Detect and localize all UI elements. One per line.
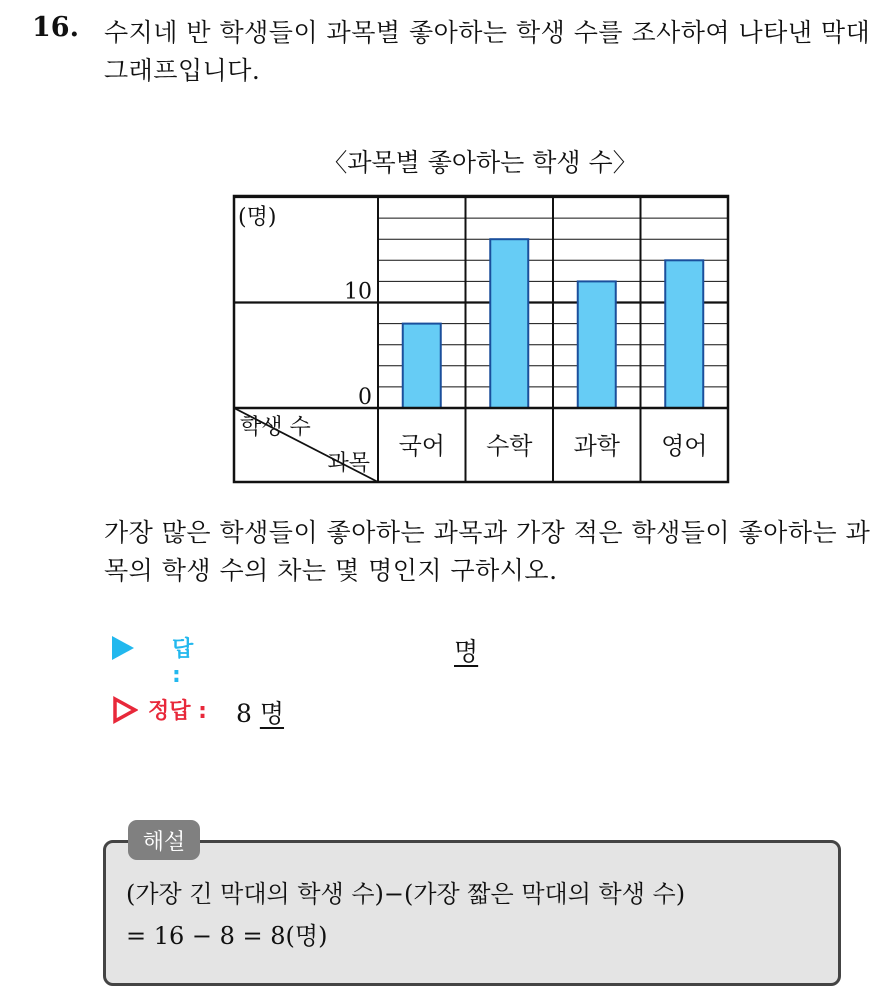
outline-arrow-icon: [112, 696, 138, 724]
bar-4: [665, 260, 703, 408]
question-prompt: 가장 많은 학생들이 좋아하는 과목과 가장 적은 학생들이 좋아하는 과목의 학생 수의 차는 몇 명인지 구하시오.: [104, 518, 871, 585]
y-tick-label: 10: [344, 279, 372, 305]
answer-label: 답 :: [172, 637, 194, 688]
header-bottom-label: 과목: [327, 451, 370, 476]
bar-3: [578, 281, 616, 408]
correct-label: 정답 :: [148, 699, 207, 724]
play-arrow-icon: [112, 636, 134, 660]
question-number: 16.: [32, 12, 79, 43]
question-text: 수지네 반 학생들이 과목별 좋아하는 학생 수를 조사하여 나타낸 막대그래프입니다.: [104, 18, 871, 85]
correct-value: [236, 694, 284, 730]
answer-unit[interactable]: 명: [454, 637, 479, 666]
y-tick-label: 0: [358, 385, 372, 410]
solution-tag: 해설: [128, 820, 200, 860]
bar-2: [490, 239, 528, 408]
y-axis-unit-label: (명): [238, 205, 277, 230]
correct-number: 8: [236, 699, 252, 728]
category-label: 수학: [486, 432, 533, 460]
category-label: 과학: [573, 432, 620, 460]
bar-1: [403, 324, 441, 408]
chart-grid: [234, 197, 728, 387]
answer-row: [112, 632, 479, 688]
chart-title: 〈과목별 좋아하는 학생 수〉: [322, 148, 638, 177]
solution-line-1: (가장 긴 막대의 학생 수)−(가장 짧은 막대의 학생 수): [126, 880, 686, 908]
category-label: 영어: [661, 432, 708, 460]
solution-line-2: = 16 − 8 = 8(명): [126, 922, 328, 950]
category-label: 국어: [398, 432, 445, 460]
correct-answer-row: [112, 694, 285, 728]
solution-box: [103, 840, 841, 986]
header-top-label: 학생 수: [240, 415, 311, 440]
chart-labels: [238, 205, 707, 476]
correct-unit: 명: [259, 699, 285, 728]
